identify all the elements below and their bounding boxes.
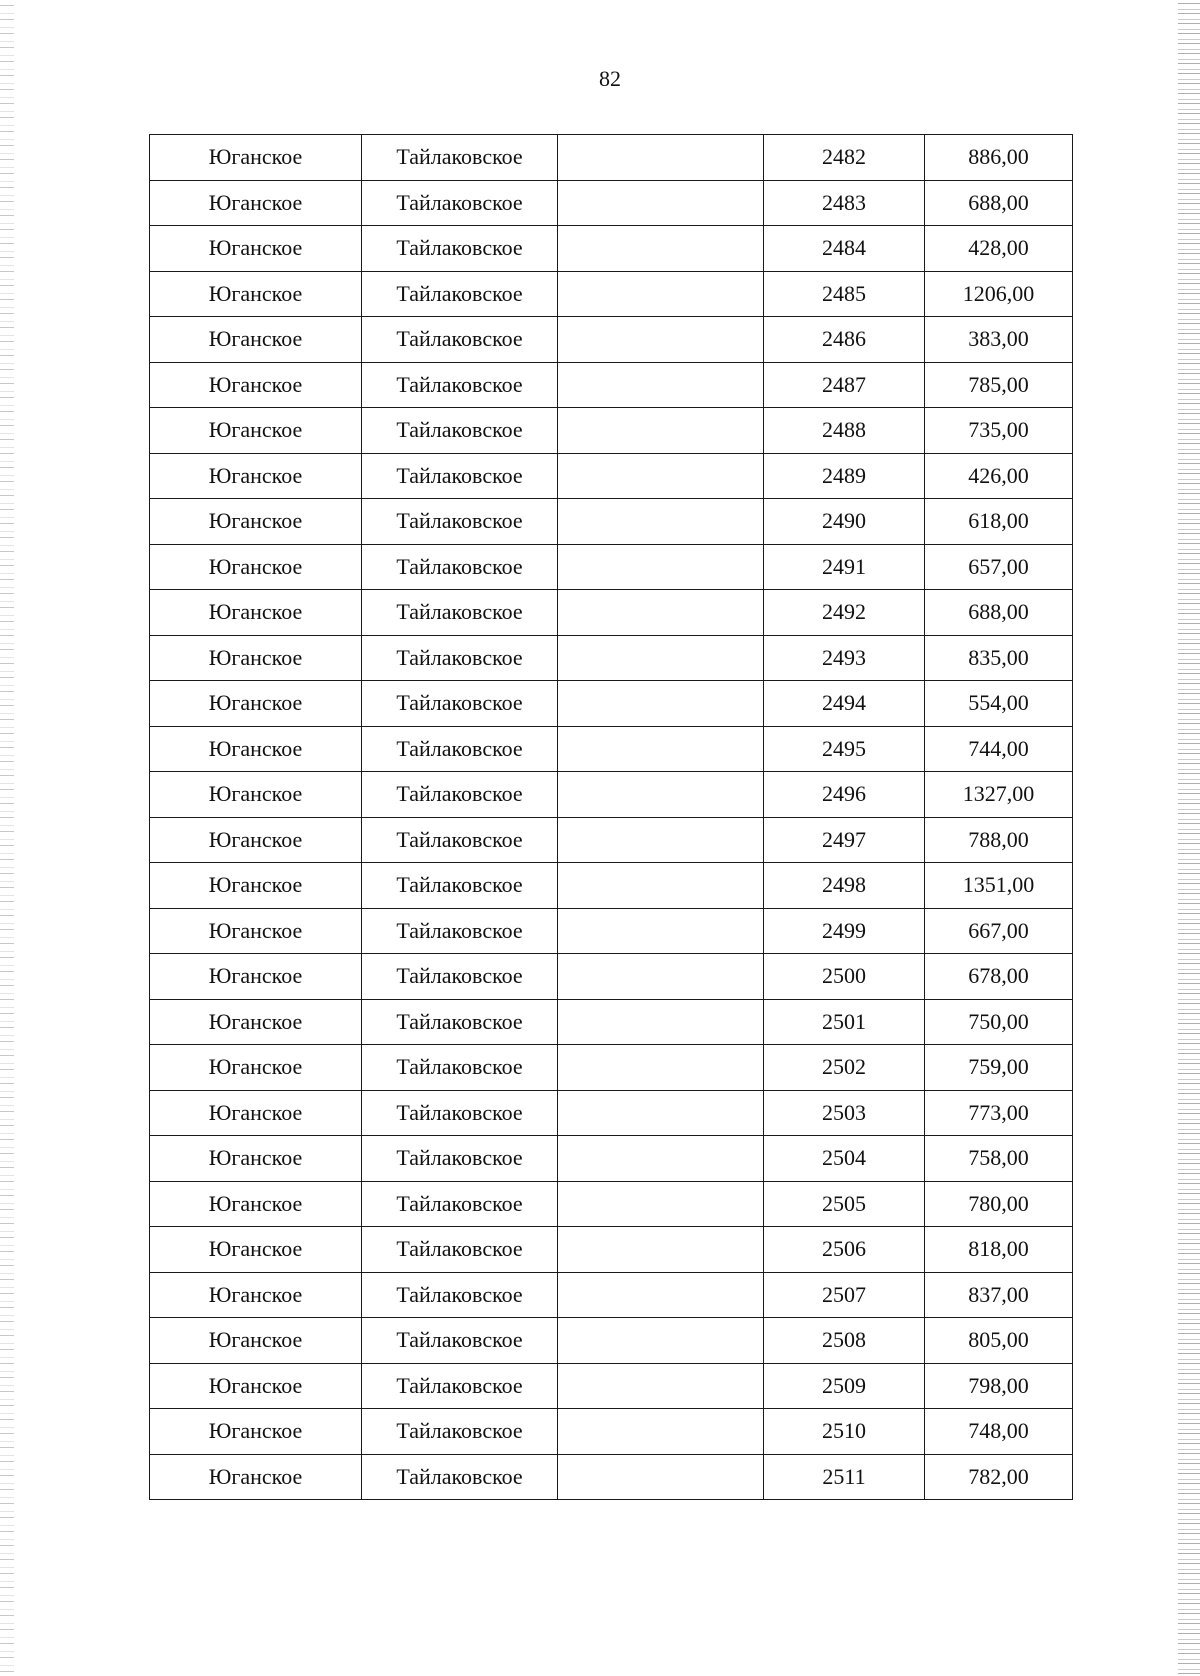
table-row (150, 726, 1073, 772)
table-row (150, 999, 1073, 1045)
cell-note (558, 317, 764, 363)
cell-area: Тайлаковское (362, 635, 558, 681)
cell-field: Юганское (150, 772, 362, 818)
table-row (150, 362, 1073, 408)
cell-note (558, 908, 764, 954)
cell-area: Тайлаковское (362, 1409, 558, 1455)
cell-value: 759,00 (925, 1045, 1073, 1091)
cell-field: Юганское (150, 1363, 362, 1409)
cell-field: Юганское (150, 180, 362, 226)
cell-value: 688,00 (925, 180, 1073, 226)
cell-value: 657,00 (925, 544, 1073, 590)
table-row (150, 544, 1073, 590)
cell-number: 2500 (764, 954, 925, 1000)
cell-note (558, 863, 764, 909)
cell-note (558, 1318, 764, 1364)
cell-area: Тайлаковское (362, 544, 558, 590)
cell-note (558, 1045, 764, 1091)
table-row (150, 499, 1073, 545)
cell-area: Тайлаковское (362, 772, 558, 818)
cell-note (558, 1454, 764, 1500)
cell-note (558, 1272, 764, 1318)
cell-value: 735,00 (925, 408, 1073, 454)
cell-value: 782,00 (925, 1454, 1073, 1500)
cell-note (558, 1409, 764, 1455)
cell-area: Тайлаковское (362, 908, 558, 954)
cell-value: 426,00 (925, 453, 1073, 499)
table-row (150, 226, 1073, 272)
cell-number: 2497 (764, 817, 925, 863)
cell-note (558, 1363, 764, 1409)
cell-value: 886,00 (925, 135, 1073, 181)
table-row (150, 1454, 1073, 1500)
cell-note (558, 1181, 764, 1227)
cell-field: Юганское (150, 1136, 362, 1182)
table-row (150, 408, 1073, 454)
cell-field: Юганское (150, 135, 362, 181)
cell-note (558, 681, 764, 727)
cell-value: 428,00 (925, 226, 1073, 272)
cell-value: 788,00 (925, 817, 1073, 863)
cell-value: 748,00 (925, 1409, 1073, 1455)
cell-note (558, 1136, 764, 1182)
cell-field: Юганское (150, 1181, 362, 1227)
cell-note (558, 226, 764, 272)
cell-field: Юганское (150, 863, 362, 909)
cell-number: 2510 (764, 1409, 925, 1455)
cell-value: 744,00 (925, 726, 1073, 772)
table-row (150, 954, 1073, 1000)
cell-note (558, 999, 764, 1045)
cell-number: 2482 (764, 135, 925, 181)
cell-area: Тайлаковское (362, 1454, 558, 1500)
table-body (150, 135, 1073, 1500)
cell-note (558, 1090, 764, 1136)
cell-note (558, 408, 764, 454)
table-row (150, 317, 1073, 363)
cell-area: Тайлаковское (362, 362, 558, 408)
cell-area: Тайлаковское (362, 1227, 558, 1273)
scan-edge-right (1178, 0, 1200, 1676)
cell-area: Тайлаковское (362, 726, 558, 772)
cell-note (558, 817, 764, 863)
cell-note (558, 135, 764, 181)
cell-value: 805,00 (925, 1318, 1073, 1364)
cell-number: 2502 (764, 1045, 925, 1091)
table-row (150, 453, 1073, 499)
cell-value: 667,00 (925, 908, 1073, 954)
cell-note (558, 499, 764, 545)
cell-number: 2509 (764, 1363, 925, 1409)
cell-number: 2493 (764, 635, 925, 681)
cell-number: 2506 (764, 1227, 925, 1273)
cell-field: Юганское (150, 408, 362, 454)
cell-field: Юганское (150, 681, 362, 727)
cell-number: 2504 (764, 1136, 925, 1182)
cell-number: 2487 (764, 362, 925, 408)
cell-number: 2483 (764, 180, 925, 226)
table-row (150, 817, 1073, 863)
table-row (150, 1181, 1073, 1227)
cell-number: 2484 (764, 226, 925, 272)
cell-area: Тайлаковское (362, 180, 558, 226)
cell-field: Юганское (150, 1090, 362, 1136)
cell-value: 383,00 (925, 317, 1073, 363)
cell-value: 688,00 (925, 590, 1073, 636)
cell-area: Тайлаковское (362, 271, 558, 317)
cell-number: 2496 (764, 772, 925, 818)
cell-number: 2494 (764, 681, 925, 727)
table-row (150, 1409, 1073, 1455)
cell-note (558, 271, 764, 317)
cell-field: Юганское (150, 954, 362, 1000)
cell-field: Юганское (150, 226, 362, 272)
cell-value: 1327,00 (925, 772, 1073, 818)
cell-number: 2485 (764, 271, 925, 317)
cell-value: 818,00 (925, 1227, 1073, 1273)
cell-area: Тайлаковское (362, 408, 558, 454)
table-row (150, 1090, 1073, 1136)
table-row (150, 271, 1073, 317)
cell-note (558, 772, 764, 818)
table-row (150, 1045, 1073, 1091)
cell-area: Тайлаковское (362, 1363, 558, 1409)
cell-value: 618,00 (925, 499, 1073, 545)
cell-note (558, 544, 764, 590)
table-row (150, 1272, 1073, 1318)
cell-note (558, 954, 764, 1000)
cell-area: Тайлаковское (362, 863, 558, 909)
table-row (150, 180, 1073, 226)
cell-number: 2511 (764, 1454, 925, 1500)
cell-field: Юганское (150, 1454, 362, 1500)
cell-number: 2505 (764, 1181, 925, 1227)
cell-value: 1351,00 (925, 863, 1073, 909)
cell-field: Юганское (150, 1272, 362, 1318)
cell-number: 2508 (764, 1318, 925, 1364)
cell-note (558, 635, 764, 681)
cell-field: Юганское (150, 999, 362, 1045)
cell-area: Тайлаковское (362, 317, 558, 363)
table-row (150, 681, 1073, 727)
cell-number: 2499 (764, 908, 925, 954)
cell-number: 2486 (764, 317, 925, 363)
cell-note (558, 453, 764, 499)
table-row (150, 1318, 1073, 1364)
cell-value: 773,00 (925, 1090, 1073, 1136)
cell-number: 2489 (764, 453, 925, 499)
cell-number: 2488 (764, 408, 925, 454)
table-row (150, 863, 1073, 909)
cell-value: 1206,00 (925, 271, 1073, 317)
cell-value: 780,00 (925, 1181, 1073, 1227)
cell-area: Тайлаковское (362, 1318, 558, 1364)
cell-field: Юганское (150, 817, 362, 863)
cell-number: 2498 (764, 863, 925, 909)
cell-field: Юганское (150, 908, 362, 954)
cell-number: 2495 (764, 726, 925, 772)
cell-area: Тайлаковское (362, 954, 558, 1000)
cell-note (558, 180, 764, 226)
cell-field: Юганское (150, 1227, 362, 1273)
cell-value: 785,00 (925, 362, 1073, 408)
cell-note (558, 590, 764, 636)
table-row (150, 1136, 1073, 1182)
cell-value: 798,00 (925, 1363, 1073, 1409)
cell-value: 758,00 (925, 1136, 1073, 1182)
cell-note (558, 362, 764, 408)
cell-area: Тайлаковское (362, 226, 558, 272)
data-table (149, 134, 1073, 1500)
cell-field: Юганское (150, 453, 362, 499)
cell-field: Юганское (150, 590, 362, 636)
cell-area: Тайлаковское (362, 590, 558, 636)
cell-value: 835,00 (925, 635, 1073, 681)
cell-area: Тайлаковское (362, 1136, 558, 1182)
cell-area: Тайлаковское (362, 681, 558, 727)
cell-area: Тайлаковское (362, 817, 558, 863)
cell-field: Юганское (150, 317, 362, 363)
cell-note (558, 726, 764, 772)
cell-area: Тайлаковское (362, 1272, 558, 1318)
table-row (150, 908, 1073, 954)
cell-number: 2507 (764, 1272, 925, 1318)
cell-area: Тайлаковское (362, 999, 558, 1045)
scan-edge-left (0, 0, 14, 1676)
cell-field: Юганское (150, 1409, 362, 1455)
cell-value: 750,00 (925, 999, 1073, 1045)
cell-field: Юганское (150, 499, 362, 545)
cell-value: 554,00 (925, 681, 1073, 727)
cell-number: 2491 (764, 544, 925, 590)
table-row (150, 135, 1073, 181)
cell-area: Тайлаковское (362, 1090, 558, 1136)
cell-field: Юганское (150, 544, 362, 590)
cell-number: 2503 (764, 1090, 925, 1136)
cell-note (558, 1227, 764, 1273)
cell-field: Юганское (150, 271, 362, 317)
cell-value: 678,00 (925, 954, 1073, 1000)
cell-value: 837,00 (925, 1272, 1073, 1318)
table-row (150, 1363, 1073, 1409)
cell-area: Тайлаковское (362, 453, 558, 499)
cell-area: Тайлаковское (362, 1181, 558, 1227)
cell-number: 2490 (764, 499, 925, 545)
cell-number: 2492 (764, 590, 925, 636)
page-number: 82 (599, 66, 621, 91)
table-row (150, 1227, 1073, 1273)
cell-area: Тайлаковское (362, 499, 558, 545)
cell-field: Юганское (150, 635, 362, 681)
cell-area: Тайлаковское (362, 1045, 558, 1091)
cell-number: 2501 (764, 999, 925, 1045)
table-row (150, 590, 1073, 636)
table-row (150, 772, 1073, 818)
cell-field: Юганское (150, 726, 362, 772)
cell-field: Юганское (150, 1045, 362, 1091)
cell-field: Юганское (150, 1318, 362, 1364)
table-row (150, 635, 1073, 681)
cell-area: Тайлаковское (362, 135, 558, 181)
cell-field: Юганское (150, 362, 362, 408)
